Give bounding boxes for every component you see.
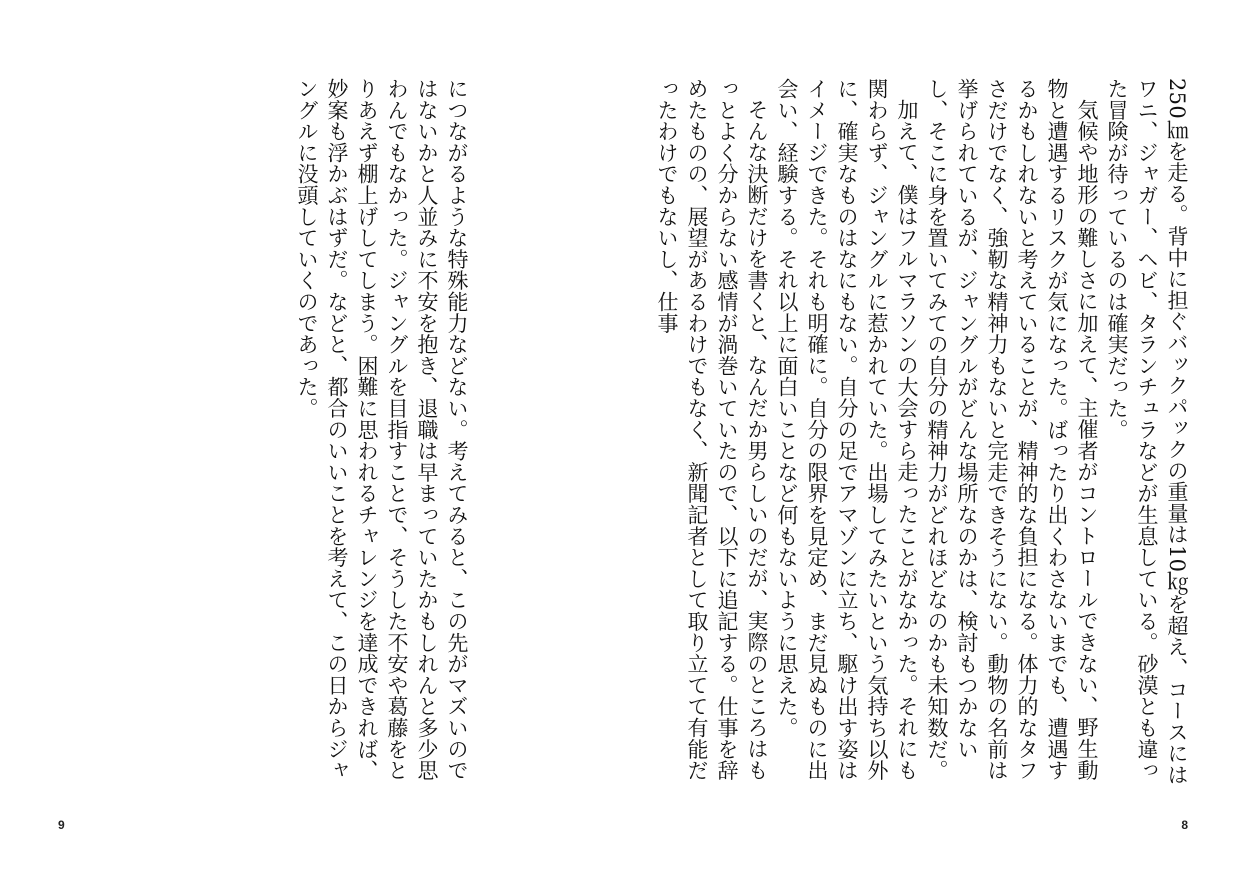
left-page-body (295, 78, 472, 790)
right-paragraph-1: 250㎞を走る。背中に担ぐバックパックの重量は10㎏を超え、コースにはワニ、ジャガー、ヘビ、タランチュラなどが生息している。砂漠とも違った冒険が待っているのは確実だった。 (1105, 78, 1189, 786)
right-page-body (655, 78, 1192, 790)
left-page-number: 9 (58, 818, 65, 832)
right-page (620, 0, 1240, 874)
right-paragraph-3: 加えて、僕はフルマラソンの大会すら走ったことがなかった。それにも関わらず、ジャングルに惹かれていた。出場してみたいという気持ち以外に、確実なものはなにもない。自分の足でアマゾンに立ち、駆け出す姿はイメージできた。それも明確に。自分の限界を見定め、まだ見ぬものに出会い、経験する。それ以上に面白いことなど何もないように思えた。 (775, 78, 919, 781)
right-paragraph-4: そんな決断だけを書くと、なんだか男らしいのだが、実際のところはもっとよく分からない感情が渦巻いていたので、以下に追記する。仕事を辞めたものの、展望があるわけでもなく、新聞記者として取り立てて有能だったわけでもないし、仕事 (655, 78, 769, 781)
right-page-number: 8 (1181, 818, 1188, 832)
left-paragraph-1: につながるような特殊能力などない。考えてみると、この先がマズいのではないかと人並みに不安を抱き、退職は早まっていたかもしれんと多少思わんでもなかった。ジャングルを目指すことで、そうした不安や葛藤をとりあえず棚上げしてしまう。困難に思われるチャレンジを達成できれば、妙案も浮かぶはずだ。などと、都合のいいことを考えて、この日からジャングルに没頭していくのであった。 (295, 78, 469, 781)
right-paragraph-2: 気候や地形の難しさに加えて、主催者がコントロールできない、野生動物と遭遇するリスクが気になった。ばったり出くわさないまでも、遭遇するかもしれないと考えていることが、精神的な負担になる。体力的なタフさだけでなく、強靭な精神力もないと完走できそうにない。動物の名前は挙げられているが、ジャングルがどんな場所なのかは、検討もつかないし、そこに身を置いてみての自分の精神力がどれほどなのかも未知数だ。 (925, 78, 1099, 781)
